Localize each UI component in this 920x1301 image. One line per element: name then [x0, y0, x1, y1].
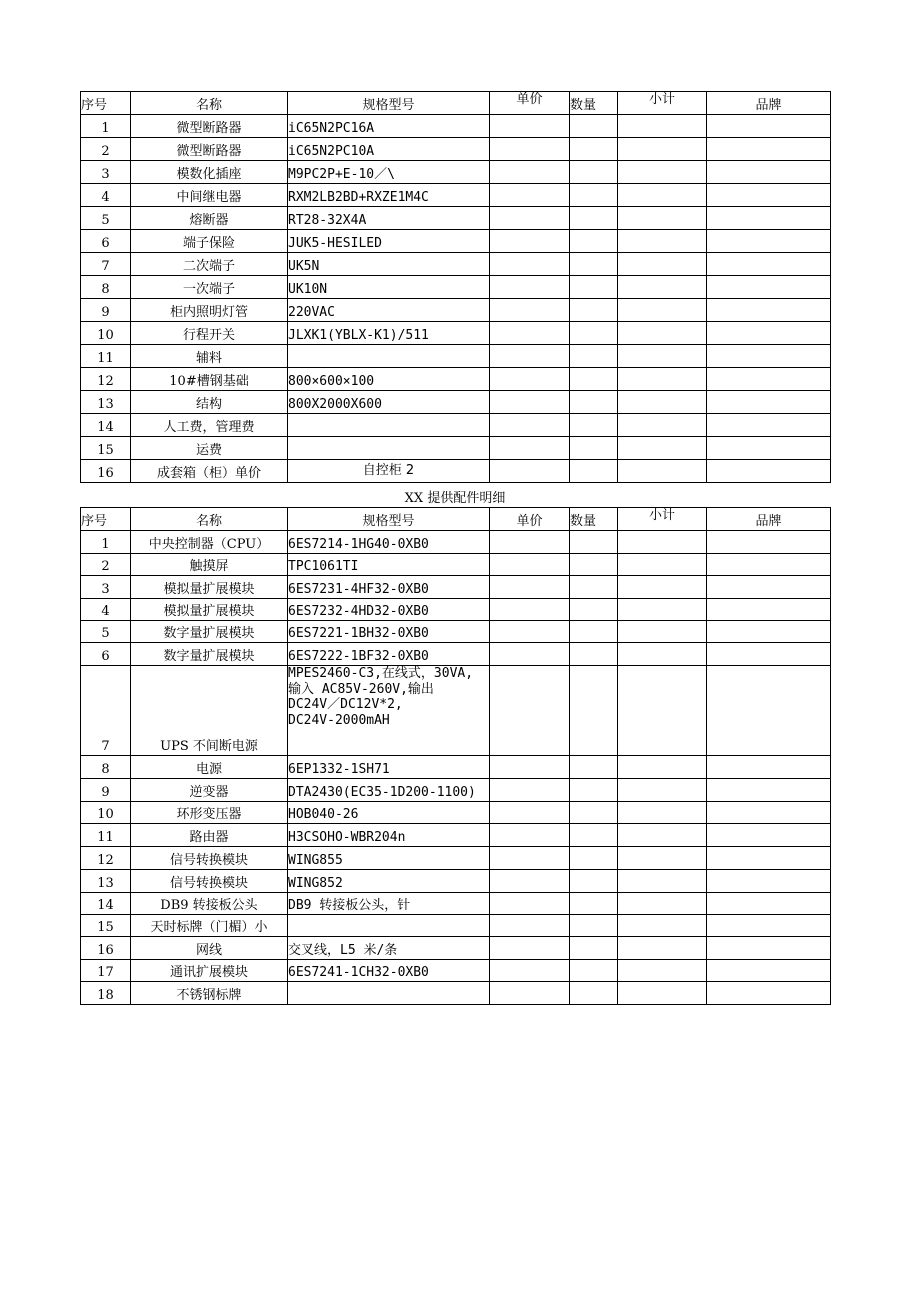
- table-row: [81, 299, 831, 322]
- table-row: [81, 184, 831, 207]
- unit-price-cell: [490, 184, 570, 207]
- brand-cell: [707, 138, 831, 161]
- brand-cell: [707, 937, 831, 960]
- brand-cell: [707, 893, 831, 915]
- quantity-cell: [570, 554, 618, 576]
- table-row: [81, 138, 831, 161]
- item-spec: 6ES7222-1BF32-0XB0: [288, 643, 490, 666]
- quantity-cell: [570, 982, 618, 1005]
- subtotal-cell: [618, 893, 707, 915]
- header-unit-price: 单价: [490, 508, 570, 531]
- quantity-cell: [570, 666, 618, 756]
- item-spec: HOB040-26: [288, 802, 490, 824]
- total-label: 成套箱（柜）单价: [131, 460, 288, 483]
- row-number: 2: [81, 138, 131, 161]
- item-name: 不锈钢标牌: [131, 982, 288, 1005]
- unit-price-cell: [490, 253, 570, 276]
- item-spec-line: DC24V／DC12V*2,: [288, 697, 403, 713]
- item-name: 行程开关: [131, 322, 288, 345]
- subtotal-cell: [618, 138, 707, 161]
- item-name: UPS 不间断电源: [131, 666, 288, 756]
- unit-price-cell: [490, 554, 570, 576]
- item-name: 环形变压器: [131, 802, 288, 824]
- table-row: [81, 982, 831, 1005]
- quantity-cell: [570, 576, 618, 599]
- item-name: 微型断路器: [131, 138, 288, 161]
- item-spec: 6ES7221-1BH32-0XB0: [288, 621, 490, 643]
- brand-cell: [707, 368, 831, 391]
- subtotal-cell: [618, 847, 707, 870]
- table-row: [81, 207, 831, 230]
- row-number: 1: [81, 531, 131, 554]
- unit-price-cell: [490, 276, 570, 299]
- table-row: [81, 824, 831, 847]
- item-name: 熔断器: [131, 207, 288, 230]
- table-row: [81, 599, 831, 621]
- subtotal-cell: [618, 299, 707, 322]
- brand-cell: [707, 847, 831, 870]
- item-name: 辅料: [131, 345, 288, 368]
- item-spec: 220VAC: [288, 299, 490, 322]
- brand-cell: [707, 666, 831, 756]
- item-spec: TPC1061TI: [288, 554, 490, 576]
- row-number: 7: [81, 666, 131, 756]
- quantity-cell: [570, 802, 618, 824]
- quantity-cell: [570, 599, 618, 621]
- header-quantity: 数量: [570, 92, 618, 115]
- item-spec: [288, 414, 490, 437]
- item-spec: JLXK1(YBLX-K1)/511: [288, 322, 490, 345]
- brand-cell: [707, 915, 831, 937]
- row-number: 9: [81, 299, 131, 322]
- subtotal-cell: [618, 322, 707, 345]
- row-number: 14: [81, 893, 131, 915]
- item-name: 微型断路器: [131, 115, 288, 138]
- item-name: 路由器: [131, 824, 288, 847]
- item-name: 逆变器: [131, 779, 288, 802]
- table-row: [81, 161, 831, 184]
- subtotal-cell: [618, 345, 707, 368]
- accessories-table: [80, 507, 831, 1005]
- item-spec: H3CSOHO-WBR204n: [288, 824, 490, 847]
- table-row: [81, 391, 831, 414]
- row-number: 8: [81, 276, 131, 299]
- unit-price-cell: [490, 756, 570, 779]
- header-brand: 品牌: [707, 92, 831, 115]
- quantity-cell: [570, 460, 618, 483]
- brand-cell: [707, 960, 831, 982]
- row-number: 13: [81, 391, 131, 414]
- item-name: 天时标牌（门楣）小: [131, 915, 288, 937]
- item-name: 信号转换模块: [131, 870, 288, 893]
- subtotal-cell: [618, 643, 707, 666]
- subtotal-cell: [618, 276, 707, 299]
- item-spec: 6ES7214-1HG40-0XB0: [288, 531, 490, 554]
- total-value: 自控柜 2: [288, 460, 490, 483]
- quantity-cell: [570, 345, 618, 368]
- item-spec: 6EP1332-1SH71: [288, 756, 490, 779]
- brand-cell: [707, 414, 831, 437]
- table-row: [81, 115, 831, 138]
- item-spec-line: 输入 AC85V-260V,输出: [288, 681, 434, 697]
- table-row: [81, 643, 831, 666]
- row-number: 15: [81, 437, 131, 460]
- unit-price-cell: [490, 414, 570, 437]
- unit-price-cell: [490, 937, 570, 960]
- row-number: 6: [81, 643, 131, 666]
- header-row: [81, 92, 831, 115]
- quantity-cell: [570, 937, 618, 960]
- table-row: [81, 253, 831, 276]
- item-spec: JUK5-HESILED: [288, 230, 490, 253]
- brand-cell: [707, 299, 831, 322]
- item-spec: WING855: [288, 847, 490, 870]
- brand-cell: [707, 437, 831, 460]
- unit-price-cell: [490, 666, 570, 756]
- item-name: 二次端子: [131, 253, 288, 276]
- item-spec: iC65N2PC16A: [288, 115, 490, 138]
- row-number: 10: [81, 802, 131, 824]
- subtotal-cell: [618, 115, 707, 138]
- item-spec: 800×600×100: [288, 368, 490, 391]
- header-name: 名称: [131, 508, 288, 531]
- header-subtotal: 小计: [618, 508, 707, 531]
- item-spec: DTA2430(EC35-1D200-1100): [288, 779, 490, 802]
- brand-cell: [707, 576, 831, 599]
- quantity-cell: [570, 368, 618, 391]
- item-name: 数字量扩展模块: [131, 621, 288, 643]
- row-number: 14: [81, 414, 131, 437]
- row-number: 16: [81, 937, 131, 960]
- item-name: 通讯扩展模块: [131, 960, 288, 982]
- table-row: [81, 414, 831, 437]
- header-spec: 规格型号: [288, 92, 490, 115]
- unit-price-cell: [490, 982, 570, 1005]
- unit-price-cell: [490, 915, 570, 937]
- table-row: [81, 554, 831, 576]
- row-number: 7: [81, 253, 131, 276]
- unit-price-cell: [490, 391, 570, 414]
- item-name: DB9 转接板公头: [131, 893, 288, 915]
- brand-cell: [707, 599, 831, 621]
- quantity-cell: [570, 779, 618, 802]
- subtotal-cell: [618, 161, 707, 184]
- header-spec: 规格型号: [288, 508, 490, 531]
- row-number: 4: [81, 184, 131, 207]
- row-number: 9: [81, 779, 131, 802]
- row-number: 1: [81, 115, 131, 138]
- header-row: [81, 508, 831, 531]
- brand-cell: [707, 184, 831, 207]
- quantity-cell: [570, 161, 618, 184]
- item-spec-line: DC24V-2000mAH: [288, 712, 390, 728]
- row-number: 8: [81, 756, 131, 779]
- quantity-cell: [570, 253, 618, 276]
- row-number: 6: [81, 230, 131, 253]
- table-row: [81, 576, 831, 599]
- item-name: 模数化插座: [131, 161, 288, 184]
- item-name: 模拟量扩展模块: [131, 599, 288, 621]
- table-row: [81, 276, 831, 299]
- item-name: 触摸屏: [131, 554, 288, 576]
- item-spec: iC65N2PC10A: [288, 138, 490, 161]
- brand-cell: [707, 531, 831, 554]
- brand-cell: [707, 824, 831, 847]
- item-spec: [288, 666, 490, 756]
- table-caption: XX 提供配件明细: [404, 491, 506, 506]
- item-name: 人工费，管理费: [131, 414, 288, 437]
- quantity-cell: [570, 414, 618, 437]
- row-number: 13: [81, 870, 131, 893]
- quantity-cell: [570, 756, 618, 779]
- row-number: 3: [81, 161, 131, 184]
- quantity-cell: [570, 621, 618, 643]
- row-number: 12: [81, 368, 131, 391]
- item-name: 数字量扩展模块: [131, 643, 288, 666]
- subtotal-cell: [618, 437, 707, 460]
- row-number: 2: [81, 554, 131, 576]
- subtotal-cell: [618, 824, 707, 847]
- item-name: 中央控制器（CPU）: [131, 531, 288, 554]
- subtotal-cell: [618, 460, 707, 483]
- subtotal-cell: [618, 554, 707, 576]
- item-name: 端子保险: [131, 230, 288, 253]
- item-spec: WING852: [288, 870, 490, 893]
- subtotal-cell: [618, 207, 707, 230]
- item-spec: RXM2LB2BD+RXZE1M4C: [288, 184, 490, 207]
- row-number: 4: [81, 599, 131, 621]
- item-name: 运费: [131, 437, 288, 460]
- brand-cell: [707, 345, 831, 368]
- header-name: 名称: [131, 92, 288, 115]
- quantity-cell: [570, 391, 618, 414]
- table-row: [81, 915, 831, 937]
- brand-cell: [707, 276, 831, 299]
- subtotal-cell: [618, 391, 707, 414]
- item-spec: [288, 345, 490, 368]
- subtotal-cell: [618, 253, 707, 276]
- item-name: 结构: [131, 391, 288, 414]
- unit-price-cell: [490, 960, 570, 982]
- unit-price-cell: [490, 802, 570, 824]
- quantity-cell: [570, 824, 618, 847]
- total-row: [81, 460, 831, 483]
- brand-cell: [707, 554, 831, 576]
- brand-cell: [707, 207, 831, 230]
- unit-price-cell: [490, 299, 570, 322]
- header-subtotal: 小计: [618, 92, 707, 115]
- subtotal-cell: [618, 414, 707, 437]
- table-row: [81, 779, 831, 802]
- brand-cell: [707, 322, 831, 345]
- unit-price-cell: [490, 207, 570, 230]
- unit-price-cell: [490, 847, 570, 870]
- item-spec: RT28-32X4A: [288, 207, 490, 230]
- table-row: [81, 893, 831, 915]
- table-row: [81, 230, 831, 253]
- item-name: 网线: [131, 937, 288, 960]
- table-row: [81, 345, 831, 368]
- quantity-cell: [570, 276, 618, 299]
- item-spec: DB9 转接板公头，针: [288, 893, 490, 915]
- table-row: [81, 666, 831, 756]
- item-name: 10#槽钢基础: [131, 368, 288, 391]
- unit-price-cell: [490, 870, 570, 893]
- quantity-cell: [570, 322, 618, 345]
- brand-cell: [707, 460, 831, 483]
- table-row: [81, 322, 831, 345]
- subtotal-cell: [618, 915, 707, 937]
- quantity-cell: [570, 643, 618, 666]
- row-number: 17: [81, 960, 131, 982]
- quantity-cell: [570, 893, 618, 915]
- item-spec: 6ES7231-4HF32-0XB0: [288, 576, 490, 599]
- quantity-cell: [570, 230, 618, 253]
- item-spec: [288, 437, 490, 460]
- item-spec: [288, 915, 490, 937]
- quantity-cell: [570, 437, 618, 460]
- item-spec: 800X2000X600: [288, 391, 490, 414]
- item-spec: 6ES7232-4HD32-0XB0: [288, 599, 490, 621]
- row-number: 10: [81, 322, 131, 345]
- item-spec: [288, 982, 490, 1005]
- unit-price-cell: [490, 643, 570, 666]
- subtotal-cell: [618, 368, 707, 391]
- brand-cell: [707, 161, 831, 184]
- header-unit-price: 单价: [490, 92, 570, 115]
- subtotal-cell: [618, 576, 707, 599]
- unit-price-cell: [490, 621, 570, 643]
- unit-price-cell: [490, 368, 570, 391]
- unit-price-cell: [490, 531, 570, 554]
- quantity-cell: [570, 960, 618, 982]
- table-row: [81, 437, 831, 460]
- unit-price-cell: [490, 161, 570, 184]
- item-name: 模拟量扩展模块: [131, 576, 288, 599]
- table-row: [81, 756, 831, 779]
- unit-price-cell: [490, 115, 570, 138]
- unit-price-cell: [490, 599, 570, 621]
- subtotal-cell: [618, 666, 707, 756]
- brand-cell: [707, 230, 831, 253]
- subtotal-cell: [618, 756, 707, 779]
- subtotal-cell: [618, 802, 707, 824]
- subtotal-cell: [618, 960, 707, 982]
- item-spec-line: MPES2460-C3,在线式，30VA,: [288, 666, 474, 681]
- subtotal-cell: [618, 230, 707, 253]
- unit-price-cell: [490, 460, 570, 483]
- table-row: [81, 621, 831, 643]
- brand-cell: [707, 643, 831, 666]
- item-spec: UK10N: [288, 276, 490, 299]
- item-name: 电源: [131, 756, 288, 779]
- row-number: 11: [81, 824, 131, 847]
- unit-price-cell: [490, 893, 570, 915]
- item-name: 中间继电器: [131, 184, 288, 207]
- row-number: 11: [81, 345, 131, 368]
- quantity-cell: [570, 184, 618, 207]
- table-row: [81, 937, 831, 960]
- subtotal-cell: [618, 982, 707, 1005]
- quantity-cell: [570, 531, 618, 554]
- unit-price-cell: [490, 824, 570, 847]
- table-row: [81, 368, 831, 391]
- subtotal-cell: [618, 937, 707, 960]
- header-no: 序号: [81, 508, 131, 531]
- quantity-cell: [570, 915, 618, 937]
- row-number: 12: [81, 847, 131, 870]
- header-no: 序号: [81, 92, 131, 115]
- brand-cell: [707, 115, 831, 138]
- item-name: 柜内照明灯管: [131, 299, 288, 322]
- unit-price-cell: [490, 138, 570, 161]
- quantity-cell: [570, 299, 618, 322]
- table-row: [81, 870, 831, 893]
- unit-price-cell: [490, 779, 570, 802]
- item-spec: 交叉线，L5 米/条: [288, 937, 490, 960]
- quantity-cell: [570, 847, 618, 870]
- row-number: 15: [81, 915, 131, 937]
- subtotal-cell: [618, 531, 707, 554]
- unit-price-cell: [490, 345, 570, 368]
- unit-price-cell: [490, 322, 570, 345]
- row-number: 18: [81, 982, 131, 1005]
- item-spec: UK5N: [288, 253, 490, 276]
- brand-cell: [707, 802, 831, 824]
- brand-cell: [707, 391, 831, 414]
- quantity-cell: [570, 115, 618, 138]
- brand-cell: [707, 870, 831, 893]
- item-spec: M9PC2P+E-10／\: [288, 161, 490, 184]
- subtotal-cell: [618, 779, 707, 802]
- row-number: 3: [81, 576, 131, 599]
- subtotal-cell: [618, 621, 707, 643]
- header-quantity: 数量: [570, 508, 618, 531]
- equipment-table: [80, 91, 831, 483]
- item-name: 信号转换模块: [131, 847, 288, 870]
- row-number: 16: [81, 460, 131, 483]
- quantity-cell: [570, 207, 618, 230]
- brand-cell: [707, 621, 831, 643]
- item-spec: 6ES7241-1CH32-0XB0: [288, 960, 490, 982]
- subtotal-cell: [618, 184, 707, 207]
- table-row: [81, 531, 831, 554]
- subtotal-cell: [618, 870, 707, 893]
- unit-price-cell: [490, 437, 570, 460]
- row-number: 5: [81, 621, 131, 643]
- quantity-cell: [570, 138, 618, 161]
- table-row: [81, 802, 831, 824]
- unit-price-cell: [490, 576, 570, 599]
- row-number: 5: [81, 207, 131, 230]
- brand-cell: [707, 779, 831, 802]
- brand-cell: [707, 756, 831, 779]
- brand-cell: [707, 253, 831, 276]
- header-brand: 品牌: [707, 508, 831, 531]
- item-name: 一次端子: [131, 276, 288, 299]
- unit-price-cell: [490, 230, 570, 253]
- table-row: [81, 960, 831, 982]
- table-row: [81, 847, 831, 870]
- quantity-cell: [570, 870, 618, 893]
- subtotal-cell: [618, 599, 707, 621]
- brand-cell: [707, 982, 831, 1005]
